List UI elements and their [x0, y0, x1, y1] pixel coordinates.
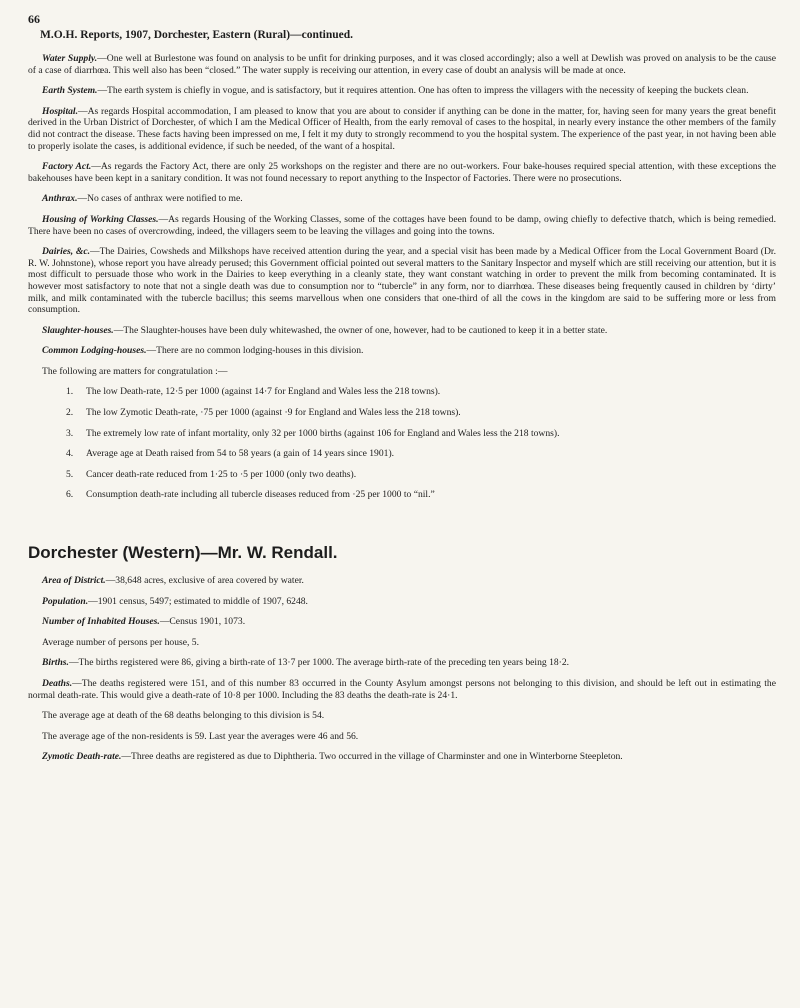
- paragraph-text: —38,648 acres, exclusive of area covered by water.: [105, 575, 304, 587]
- document-page: [28, 12, 776, 772]
- paragraph: [28, 678, 776, 701]
- running-head: M.O.H. Reports, 1907, Dorchester, Eastern (Rural)—continued.: [40, 29, 354, 41]
- paragraph-heading: Area of District.: [42, 575, 106, 587]
- paragraph: [28, 161, 776, 184]
- paragraph: [28, 596, 776, 608]
- paragraph-heading: Anthrax.: [42, 193, 78, 205]
- paragraph-heading: Births.: [42, 657, 69, 669]
- paragraph-text: —The births registered were 86, giving a birth-rate of 13·7 per 1000. The average birth-rate of the preceding ten years being 18·2.: [68, 657, 570, 669]
- paragraph-heading: Deaths.: [42, 678, 73, 689]
- section-eastern-body: [28, 53, 776, 377]
- paragraph: [28, 325, 776, 337]
- paragraph-text: —The Dairies, Cowsheds and Milkshops have received attention during the year, and a special visit has been made by a Medical Officer from the Local Government Board (Dr. R. W. Johnstone), whose report you have already perused; this Government official pointed out several matters to the Sanitary Inspector and myself which are still receiving our attention, but it is most difficult to persuade those who work in the Dairies to keep everything in a cleanly state, they want constant watching in order to prevent the milk from becoming contaminated. It is however most satisfactory to note that not a single death was due to consumption nor to “tubercle” in any form, nor to diarrhœa. These diseases being frequently caused in children by ‘dirty’ milk, and milk contaminated with the tubercle bacillus; this seems marvellous when one considers that one-third of all the cows in the kingdom are said to be suffering more or less from consumption.: [28, 246, 776, 316]
- paragraph-heading: Number of Inhabited Houses.: [42, 616, 160, 628]
- paragraph-text: The average age at death of the 68 deaths belonging to this division is 54.: [42, 710, 325, 722]
- paragraph: [28, 751, 776, 763]
- list-item: [66, 469, 776, 481]
- paragraph-text: —1901 census, 5497; estimated to middle of 1907, 6248.: [88, 595, 308, 607]
- paragraph: [28, 106, 776, 152]
- section-western-body: [28, 575, 776, 763]
- paragraph-heading: Factory Act.: [42, 161, 92, 173]
- list-item: [66, 428, 776, 440]
- paragraph: [28, 575, 776, 587]
- paragraph-text: —The deaths registered were 151, and of this number 83 occurred in the County Asylum amongst persons not belonging to this division, and should be left out in estimating the normal death-rate. This would give a death-rate of 10·8 per 1000. Including the 83 deaths the death-rate is 24·1.: [28, 678, 776, 701]
- paragraph-heading: Earth System.: [42, 85, 98, 97]
- list-item: [66, 407, 776, 419]
- paragraph: [28, 710, 776, 722]
- list-item-text: Average age at Death raised from 54 to 58 years (a gain of 14 years since 1901).: [86, 448, 395, 460]
- paragraph-text: —No cases of anthrax were notified to me.: [77, 193, 243, 205]
- paragraph: [28, 731, 776, 743]
- paragraph-text: —There are no common lodging-houses in this division.: [146, 345, 364, 357]
- list-item-number: 5.: [66, 468, 74, 480]
- paragraph: [28, 616, 776, 628]
- paragraph: [28, 637, 776, 649]
- section-title: Dorchester (Western)—Mr. W. Rendall.: [28, 543, 338, 563]
- list-item-text: Consumption death-rate including all tubercle diseases reduced from ·25 per 1000 to “nil.”: [86, 489, 435, 501]
- paragraph-heading: Dairies, &c.: [42, 246, 91, 258]
- paragraph-text: —Census 1901, 1073.: [159, 616, 246, 628]
- list-item-number: 3.: [66, 427, 74, 439]
- paragraph-heading: Housing of Working Classes.: [42, 213, 159, 225]
- paragraph-heading: Hospital.: [42, 105, 78, 117]
- paragraph-heading: Slaughter-houses.: [42, 324, 114, 336]
- paragraph-text: —One well at Burlestone was found on analysis to be unfit for drinking purposes, and it was closed accordingly; also a well at Dewlish was proved on analysis to be the cause of a case of diarrhœa. This well also has been “closed.” The water supply is receiving our attention, in every case of doubt an analysis will be made at once.: [28, 53, 777, 76]
- list-item: [66, 386, 776, 398]
- paragraph-text: Average number of persons per house, 5.: [42, 636, 200, 648]
- paragraph-text: —As regards Hospital accommodation, I am pleased to know that you are about to consider if anything can be done in the matter, for, having seen for many years the great benefit derived in the Urban District of Dorchester, of which I am the Medical Officer of Health, from the early removal of cases to the hospital, in nearly every instance the other members of the family did not contract the disease. These facts having been impressed on me, I felt it my duty to strongly recommend to you the hospital system. The experience of the past year, in not having been able to properly isolate the cases, is additional evidence, if such be needed, of the want of a hospital.: [28, 105, 776, 152]
- paragraph: [28, 214, 776, 237]
- paragraph-heading: Zymotic Death-rate.: [42, 751, 122, 763]
- paragraph-text: —As regards Housing of the Working Classes, some of the cottages have been found to be damp, owing chiefly to defective thatch, which is being remedied. There have been no cases of overcrowding, indeed, the villagers seem to be leaving the villages and going into the towns.: [28, 213, 776, 237]
- paragraph: [28, 85, 776, 97]
- list-item-number: 1.: [66, 386, 74, 398]
- paragraph-text: —The earth system is chiefly in vogue, and is satisfactory, but it requires attention. One has often to impress the villagers with the necessity of keeping the buckets clean.: [97, 85, 749, 97]
- paragraph-heading: Population.: [42, 595, 89, 607]
- paragraph-text: The average age of the non-residents is 59. Last year the averages were 46 and 56.: [42, 730, 359, 742]
- paragraph: [28, 53, 776, 76]
- list-item-text: The low Zymotic Death-rate, ·75 per 1000 (against ·9 for England and Wales less the 218 towns).: [86, 407, 461, 419]
- paragraph: [28, 193, 776, 205]
- paragraph: [28, 246, 776, 316]
- list-item: [66, 489, 776, 501]
- list-item: [66, 448, 776, 460]
- paragraph-text: —As regards the Factory Act, there are only 25 workshops on the register and there are no out-workers. Four bake-houses required special attention, with these exceptions the bakehouses have been kept in a sanitary condition. It was not found necessary to report anything to the Inspector of Factories. There were no prosecutions.: [28, 161, 777, 184]
- list-item-number: 4.: [66, 448, 74, 460]
- list-item-text: The low Death-rate, 12·5 per 1000 (against 14·7 for England and Wales less the 218 towns).: [86, 386, 441, 398]
- list-item-text: Cancer death-rate reduced from 1·25 to ·5 per 1000 (only two deaths).: [86, 468, 357, 480]
- list-item-text: The extremely low rate of infant mortality, only 32 per 1000 births (against 106 for England and Wales less the 218 towns).: [86, 427, 560, 439]
- paragraph: [28, 366, 776, 378]
- list-item-number: 6.: [66, 489, 74, 501]
- paragraph-text: —The Slaughter-houses have been duly whitewashed, the owner of one, however, had to be cautioned to keep it in a better state.: [113, 324, 608, 336]
- paragraph: [28, 345, 776, 357]
- paragraph-heading: Water Supply.: [42, 53, 98, 64]
- paragraph-text: The following are matters for congratulation :—: [42, 365, 228, 377]
- paragraph-heading: Common Lodging-houses.: [42, 345, 147, 357]
- paragraph: [28, 657, 776, 669]
- list-item-number: 2.: [66, 407, 74, 419]
- paragraph-text: —Three deaths are registered as due to Diphtheria. Two occurred in the village of Charminster and one in Winterborne Steepleton.: [121, 751, 623, 763]
- congratulation-list: [28, 386, 776, 501]
- page-number: 66: [28, 12, 40, 26]
